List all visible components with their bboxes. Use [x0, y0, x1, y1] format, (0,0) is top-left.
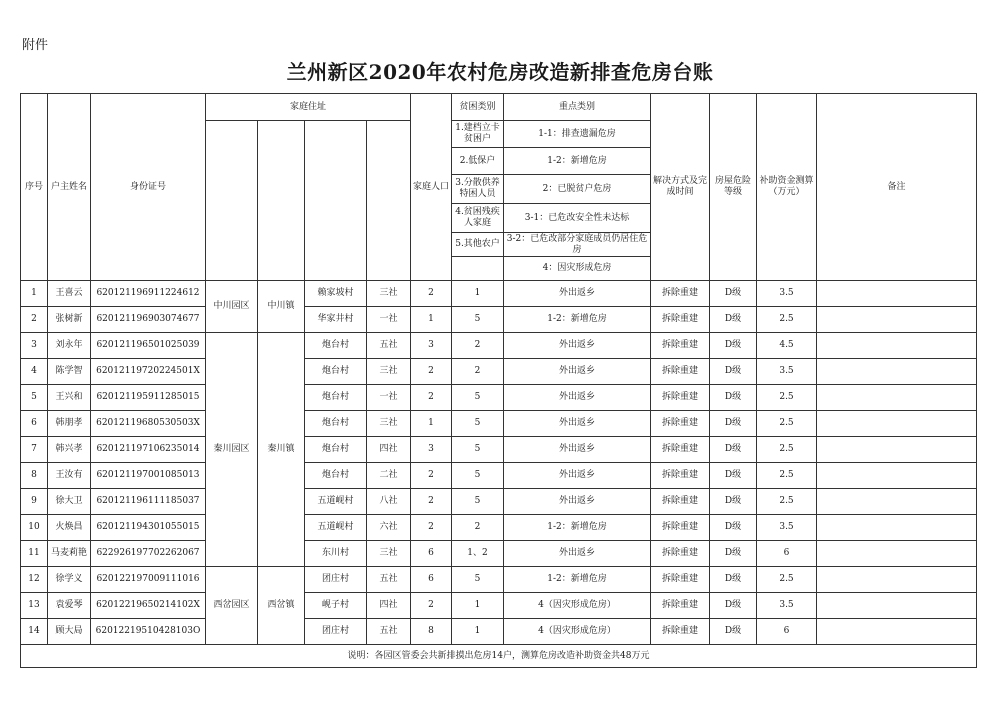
- row-poverty: 5: [452, 489, 504, 515]
- row-subsidy: 3.5: [757, 515, 817, 541]
- row-name: 王汝有: [48, 463, 91, 489]
- key-category: 1-2：新增危房: [504, 148, 651, 175]
- row-seq: 8: [21, 463, 48, 489]
- row-level: D级: [710, 281, 757, 307]
- row-subsidy: 2.5: [757, 567, 817, 593]
- row-name: 韩朋孝: [48, 411, 91, 437]
- row-id: 62012219650214102X: [91, 593, 206, 619]
- row-seq: 12: [21, 567, 48, 593]
- row-key: 外出返乡: [504, 385, 651, 411]
- row-method: 拆除重建: [651, 541, 710, 567]
- row-level: D级: [710, 619, 757, 645]
- row-subsidy: 2.5: [757, 307, 817, 333]
- row-village: 五道岘村: [305, 489, 367, 515]
- header-remarks: 备注: [817, 94, 977, 281]
- row-method: 拆除重建: [651, 515, 710, 541]
- row-subsidy: 2.5: [757, 437, 817, 463]
- row-subsidy: 4.5: [757, 333, 817, 359]
- row-level: D级: [710, 411, 757, 437]
- row-method: 拆除重建: [651, 437, 710, 463]
- row-population: 1: [411, 411, 452, 437]
- row-subsidy: 2.5: [757, 411, 817, 437]
- table-row: [21, 359, 977, 385]
- row-poverty: 5: [452, 385, 504, 411]
- header-poverty-type: 贫困类别: [452, 94, 504, 121]
- row-poverty: 5: [452, 567, 504, 593]
- row-key: 外出返乡: [504, 437, 651, 463]
- row-remarks: [817, 515, 977, 541]
- row-id: 620121195911285015: [91, 385, 206, 411]
- row-id: 62012219510428103O: [91, 619, 206, 645]
- row-team: 一社: [367, 385, 411, 411]
- footnote: 说明：各园区管委会共新排摸出危房14户，测算危房改造补助资金共48万元: [21, 645, 977, 668]
- row-team: 五社: [367, 567, 411, 593]
- row-team: 三社: [367, 281, 411, 307]
- row-name: 火焕昌: [48, 515, 91, 541]
- table-row: [21, 307, 977, 333]
- table-row: [21, 515, 977, 541]
- row-poverty: 5: [452, 307, 504, 333]
- row-remarks: [817, 307, 977, 333]
- row-remarks: [817, 489, 977, 515]
- row-seq: 5: [21, 385, 48, 411]
- row-method: 拆除重建: [651, 463, 710, 489]
- address-village-header: [305, 121, 367, 281]
- row-team: 八社: [367, 489, 411, 515]
- row-seq: 3: [21, 333, 48, 359]
- row-poverty: 1: [452, 619, 504, 645]
- row-method: 拆除重建: [651, 411, 710, 437]
- row-level: D级: [710, 437, 757, 463]
- row-remarks: [817, 437, 977, 463]
- header-row: [21, 94, 977, 121]
- header-id: 身份证号: [91, 94, 206, 281]
- table-row: [21, 567, 977, 593]
- row-team: 四社: [367, 437, 411, 463]
- row-seq: 2: [21, 307, 48, 333]
- row-id: 62012119720224501X: [91, 359, 206, 385]
- footnote-row: [21, 645, 977, 668]
- header-name: 户主姓名: [48, 94, 91, 281]
- row-remarks: [817, 593, 977, 619]
- row-poverty: 1、2: [452, 541, 504, 567]
- ledger-body: [21, 94, 977, 668]
- row-key: 4（因灾形成危房）: [504, 593, 651, 619]
- row-poverty: 5: [452, 411, 504, 437]
- row-village: 赖家坡村: [305, 281, 367, 307]
- row-town: 秦川镇: [258, 333, 305, 567]
- row-team: 六社: [367, 515, 411, 541]
- row-method: 拆除重建: [651, 333, 710, 359]
- row-id: 620121197001085013: [91, 463, 206, 489]
- key-category: 3-1：已危改安全性未达标: [504, 204, 651, 233]
- row-poverty: 5: [452, 437, 504, 463]
- document-title: 兰州新区2020年农村危房改造新排查危房台账: [286, 60, 714, 84]
- header-address: 家庭住址: [206, 94, 411, 121]
- key-category: 3-2：已危改部分家庭成员仍居住危房: [504, 233, 651, 257]
- row-level: D级: [710, 541, 757, 567]
- row-park: 秦川园区: [206, 333, 258, 567]
- row-population: 2: [411, 515, 452, 541]
- row-subsidy: 3.5: [757, 281, 817, 307]
- row-key: 外出返乡: [504, 411, 651, 437]
- row-remarks: [817, 541, 977, 567]
- row-level: D级: [710, 567, 757, 593]
- address-team-header: [367, 121, 411, 281]
- row-method: 拆除重建: [651, 359, 710, 385]
- row-remarks: [817, 385, 977, 411]
- row-population: 2: [411, 489, 452, 515]
- row-poverty: 2: [452, 515, 504, 541]
- row-name: 马麦莉艳: [48, 541, 91, 567]
- row-population: 6: [411, 567, 452, 593]
- row-population: 2: [411, 593, 452, 619]
- row-village: 团庄村: [305, 619, 367, 645]
- poverty-category-empty: [452, 257, 504, 281]
- row-population: 2: [411, 281, 452, 307]
- row-level: D级: [710, 515, 757, 541]
- poverty-category: 3.分散供养特困人员: [452, 175, 504, 204]
- row-subsidy: 3.5: [757, 359, 817, 385]
- row-level: D级: [710, 385, 757, 411]
- row-village: 团庄村: [305, 567, 367, 593]
- table-row: [21, 411, 977, 437]
- table-row: [21, 541, 977, 567]
- row-seq: 14: [21, 619, 48, 645]
- row-population: 6: [411, 541, 452, 567]
- row-subsidy: 6: [757, 541, 817, 567]
- row-poverty: 2: [452, 359, 504, 385]
- row-level: D级: [710, 359, 757, 385]
- row-subsidy: 2.5: [757, 463, 817, 489]
- key-category: 2：已脱贫户危房: [504, 175, 651, 204]
- attachment-label: 附件: [22, 38, 49, 53]
- row-subsidy: 3.5: [757, 593, 817, 619]
- key-category: 1-1：排查遗漏危房: [504, 121, 651, 148]
- row-level: D级: [710, 307, 757, 333]
- row-team: 三社: [367, 541, 411, 567]
- row-seq: 1: [21, 281, 48, 307]
- row-level: D级: [710, 333, 757, 359]
- row-seq: 9: [21, 489, 48, 515]
- row-team: 一社: [367, 307, 411, 333]
- address-town-header: [258, 121, 305, 281]
- ledger-table: [20, 93, 977, 668]
- row-remarks: [817, 619, 977, 645]
- row-seq: 6: [21, 411, 48, 437]
- row-poverty: 2: [452, 333, 504, 359]
- row-key: 外出返乡: [504, 281, 651, 307]
- address-park-header: [206, 121, 258, 281]
- row-village: 五道岘村: [305, 515, 367, 541]
- row-village: 炮台村: [305, 411, 367, 437]
- table-row: [21, 489, 977, 515]
- row-team: 五社: [367, 333, 411, 359]
- row-subsidy: 2.5: [757, 489, 817, 515]
- row-remarks: [817, 567, 977, 593]
- row-id: 620121196903074677: [91, 307, 206, 333]
- poverty-category: 5.其他农户: [452, 233, 504, 257]
- row-level: D级: [710, 489, 757, 515]
- row-method: 拆除重建: [651, 281, 710, 307]
- row-remarks: [817, 411, 977, 437]
- row-name: 韩兴孝: [48, 437, 91, 463]
- row-name: 陈学智: [48, 359, 91, 385]
- row-key: 外出返乡: [504, 489, 651, 515]
- row-name: 王喜云: [48, 281, 91, 307]
- row-id: 622926197702262067: [91, 541, 206, 567]
- table-row: [21, 619, 977, 645]
- row-name: 顾大局: [48, 619, 91, 645]
- row-key: 外出返乡: [504, 333, 651, 359]
- row-team: 四社: [367, 593, 411, 619]
- row-method: 拆除重建: [651, 385, 710, 411]
- row-poverty: 1: [452, 593, 504, 619]
- row-name: 刘永年: [48, 333, 91, 359]
- row-population: 2: [411, 359, 452, 385]
- row-village: 炮台村: [305, 359, 367, 385]
- row-population: 1: [411, 307, 452, 333]
- header-seq: 序号: [21, 94, 48, 281]
- row-population: 3: [411, 333, 452, 359]
- row-name: 袁爱琴: [48, 593, 91, 619]
- row-seq: 4: [21, 359, 48, 385]
- row-village: 炮台村: [305, 385, 367, 411]
- row-village: 东川村: [305, 541, 367, 567]
- header-key-type: 重点类别: [504, 94, 651, 121]
- row-key: 4（因灾形成危房）: [504, 619, 651, 645]
- row-method: 拆除重建: [651, 307, 710, 333]
- row-seq: 7: [21, 437, 48, 463]
- row-id: 620121194301055015: [91, 515, 206, 541]
- row-team: 五社: [367, 619, 411, 645]
- table-row: [21, 333, 977, 359]
- header-population: 家庭人口: [411, 94, 452, 281]
- row-park: 中川园区: [206, 281, 258, 333]
- row-seq: 13: [21, 593, 48, 619]
- row-name: 张树新: [48, 307, 91, 333]
- poverty-category: 4.贫困残疾人家庭: [452, 204, 504, 233]
- row-subsidy: 6: [757, 619, 817, 645]
- row-remarks: [817, 333, 977, 359]
- row-method: 拆除重建: [651, 489, 710, 515]
- row-subsidy: 2.5: [757, 385, 817, 411]
- row-team: 三社: [367, 411, 411, 437]
- key-category: 4：因灾形成危房: [504, 257, 651, 281]
- row-town: 西岔镇: [258, 567, 305, 645]
- table-row: [21, 463, 977, 489]
- row-remarks: [817, 281, 977, 307]
- row-id: 620121196501025039: [91, 333, 206, 359]
- row-team: 三社: [367, 359, 411, 385]
- table-row: [21, 385, 977, 411]
- row-id: 620121196911224612: [91, 281, 206, 307]
- row-key: 1-2：新增危房: [504, 307, 651, 333]
- row-key: 外出返乡: [504, 541, 651, 567]
- row-population: 8: [411, 619, 452, 645]
- row-village: 岘子村: [305, 593, 367, 619]
- row-id: 620121197106235014: [91, 437, 206, 463]
- row-level: D级: [710, 593, 757, 619]
- header-method: 解决方式及完成时间: [651, 94, 710, 281]
- row-poverty: 5: [452, 463, 504, 489]
- row-id: 62012119680530503X: [91, 411, 206, 437]
- row-remarks: [817, 359, 977, 385]
- poverty-category: 1.建档立卡贫困户: [452, 121, 504, 148]
- row-method: 拆除重建: [651, 567, 710, 593]
- header-subsidy: 补助资金测算（万元）: [757, 94, 817, 281]
- table-row: [21, 437, 977, 463]
- row-name: 徐学义: [48, 567, 91, 593]
- row-id: 620122197009111016: [91, 567, 206, 593]
- table-row: [21, 281, 977, 307]
- row-key: 外出返乡: [504, 359, 651, 385]
- header-level: 房屋危险等级: [710, 94, 757, 281]
- row-town: 中川镇: [258, 281, 305, 333]
- row-village: 华家井村: [305, 307, 367, 333]
- row-method: 拆除重建: [651, 619, 710, 645]
- row-population: 3: [411, 437, 452, 463]
- row-village: 炮台村: [305, 463, 367, 489]
- row-population: 2: [411, 385, 452, 411]
- row-name: 王兴和: [48, 385, 91, 411]
- row-key: 外出返乡: [504, 463, 651, 489]
- row-key: 1-2：新增危房: [504, 567, 651, 593]
- row-seq: 11: [21, 541, 48, 567]
- table-row: [21, 593, 977, 619]
- row-park: 西岔园区: [206, 567, 258, 645]
- row-key: 1-2：新增危房: [504, 515, 651, 541]
- row-level: D级: [710, 463, 757, 489]
- row-village: 炮台村: [305, 333, 367, 359]
- row-poverty: 1: [452, 281, 504, 307]
- row-village: 炮台村: [305, 437, 367, 463]
- row-method: 拆除重建: [651, 593, 710, 619]
- row-name: 徐大卫: [48, 489, 91, 515]
- row-population: 2: [411, 463, 452, 489]
- poverty-category: 2.低保户: [452, 148, 504, 175]
- row-id: 620121196111185037: [91, 489, 206, 515]
- row-seq: 10: [21, 515, 48, 541]
- row-team: 二社: [367, 463, 411, 489]
- row-remarks: [817, 463, 977, 489]
